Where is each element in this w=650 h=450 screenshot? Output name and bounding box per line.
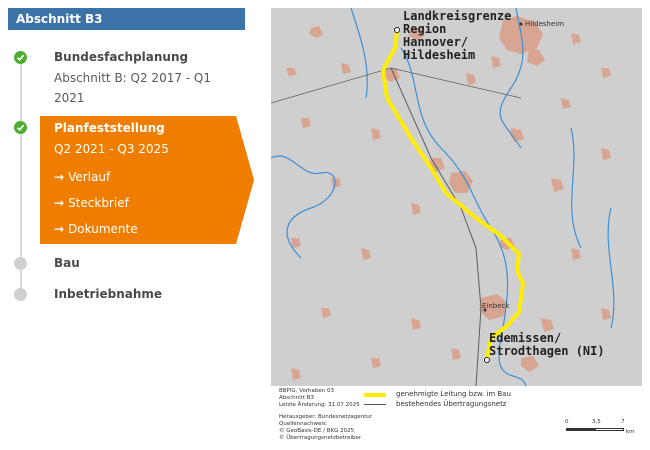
step-subtitle-bundesfachplanung <box>54 68 229 108</box>
map-label-line: Region <box>403 22 447 36</box>
step-pending-dot <box>14 288 27 301</box>
link-label: Verlauf <box>68 170 111 184</box>
link-label: Steckbrief <box>68 196 129 210</box>
active-step-panel <box>40 116 236 244</box>
arrow-right-icon: → <box>54 196 65 210</box>
map-label-line: Landkreisgrenze <box>403 9 512 23</box>
legend-publisher-line: © GeoBasis-DE / BKG 2025 <box>279 428 355 434</box>
scale-bar <box>565 419 635 435</box>
town-label-hildesheim: Hildesheim <box>525 20 565 28</box>
legend-approved-label: genehmigte Leitung bzw. im Bau <box>396 390 511 398</box>
map-graphic <box>271 8 642 386</box>
step-done-check-icon <box>14 51 27 64</box>
legend-publisher <box>279 414 372 442</box>
legend-approved-swatch <box>364 393 386 397</box>
legend-publisher-line: © Übertragungsnetzbetreiber <box>279 435 362 441</box>
route-end-point <box>485 358 490 363</box>
link-label: Dokumente <box>68 222 138 236</box>
scale-tick-label: 7 <box>621 419 625 425</box>
link-steckbrief[interactable] <box>54 196 129 210</box>
legend-publisher-line: Quellennachweis: <box>279 421 328 427</box>
scale-unit: km <box>626 429 635 435</box>
step-title-inbetriebnahme: Inbetriebnahme <box>54 287 163 301</box>
route-start-point <box>395 28 400 33</box>
legend-meta-line: Letzte Änderung: 31.07.2025 <box>279 402 360 408</box>
step-subtitle-line: Abschnitt B: Q2 2017 - Q1 <box>54 71 212 85</box>
step-title-bundesfachplanung: Bundesfachplanung <box>54 50 189 64</box>
map-label-line: Strodthagen (NI) <box>489 344 605 358</box>
legend-publisher-line: Herausgeber: Bundesnetzagentur <box>279 414 373 420</box>
map-label-line: Hildesheim <box>403 48 476 62</box>
map-label-north <box>403 10 511 62</box>
town-label-einbeck: Einbeck <box>482 302 510 310</box>
legend-meta-line: Abschnitt B3 <box>279 395 314 401</box>
active-step-pointer <box>236 116 254 244</box>
legend-meta-line: BBPlG, Vorhaben 03 <box>279 388 334 394</box>
scale-tick-label: 0 <box>565 419 569 425</box>
map-label-line: Hannover/ <box>403 35 469 49</box>
section-header: Abschnitt B3 <box>8 8 245 30</box>
arrow-right-icon: → <box>54 170 65 184</box>
map-label-south <box>489 332 605 358</box>
scale-tick-label: 3,5 <box>592 419 601 425</box>
link-dokumente[interactable] <box>54 222 138 236</box>
town-marker <box>520 23 523 26</box>
step-title-planfeststellung: Planfeststellung <box>54 121 165 135</box>
scale-bar-graphic <box>566 428 624 431</box>
link-verlauf[interactable] <box>54 170 110 184</box>
legend-meta <box>279 388 360 409</box>
step-done-check-icon <box>14 121 27 134</box>
step-pending-dot <box>14 257 27 270</box>
arrow-right-icon: → <box>54 222 65 236</box>
route-map[interactable] <box>271 8 642 386</box>
step-subtitle-line: 2021 <box>54 91 85 105</box>
legend-existing-label: bestehendes Übertragungsnetz <box>396 400 507 408</box>
legend-existing-swatch <box>364 404 386 405</box>
map-label-line: Edemissen/ <box>489 331 562 345</box>
step-subtitle-planfeststellung: Q2 2021 - Q3 2025 <box>54 142 169 156</box>
step-title-bau: Bau <box>54 256 80 270</box>
